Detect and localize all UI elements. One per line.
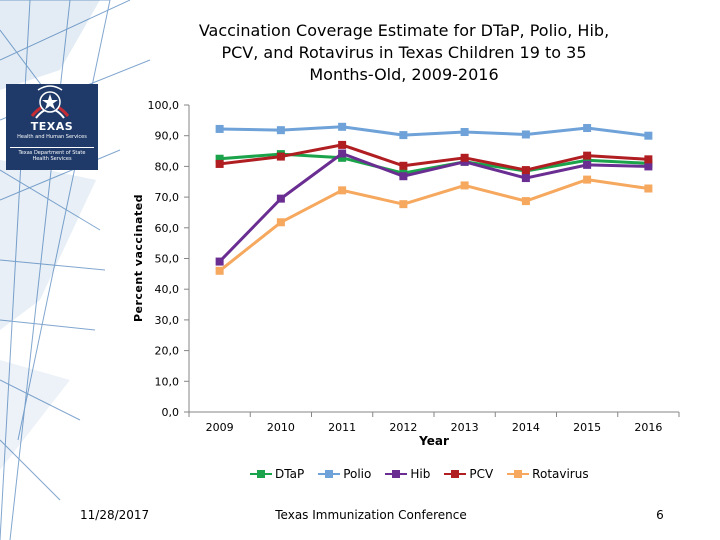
- y-tick-label: 20,0: [154, 344, 179, 358]
- data-point-pcv: [399, 162, 407, 170]
- data-point-rotavirus: [522, 197, 530, 205]
- data-point-hib: [583, 161, 591, 169]
- data-point-pcv: [644, 155, 652, 163]
- series-polio: [216, 123, 653, 140]
- legend-item-hib: [385, 467, 430, 481]
- legend-swatch-rotavirus: [507, 468, 529, 480]
- x-tick-label: 2015: [573, 421, 602, 434]
- data-point-rotavirus: [644, 185, 652, 193]
- data-point-hib: [399, 172, 407, 180]
- data-point-pcv: [277, 153, 285, 161]
- y-tick-label: 40,0: [154, 283, 179, 297]
- data-point-polio: [338, 123, 346, 131]
- x-tick-label: 2011: [328, 421, 357, 434]
- legend-label-polio: Polio: [343, 467, 372, 481]
- data-point-rotavirus: [583, 176, 591, 184]
- data-point-pcv: [216, 160, 224, 168]
- data-point-rotavirus: [277, 218, 285, 226]
- y-axis-label: Percent vaccinated: [132, 193, 145, 323]
- data-point-polio: [522, 130, 530, 138]
- legend-item-dtap: [250, 467, 304, 481]
- legend-item-polio: [318, 467, 371, 481]
- data-point-pcv: [461, 154, 469, 162]
- data-point-pcv: [522, 166, 530, 174]
- x-tick-label: 2016: [634, 421, 663, 434]
- data-point-rotavirus: [461, 181, 469, 189]
- y-tick-label: 0,0: [161, 406, 179, 419]
- page-number: 6: [656, 508, 664, 522]
- chart-title-line-3: Months-Old, 2009-2016: [309, 65, 499, 84]
- y-tick-label: 30,0: [154, 313, 179, 327]
- data-point-rotavirus: [216, 267, 224, 275]
- data-point-polio: [277, 126, 285, 134]
- logo-subtitle: Health and Human Services: [17, 134, 87, 140]
- y-axis: [148, 99, 190, 419]
- legend-label-rotavirus: Rotavirus: [532, 467, 589, 481]
- data-point-polio: [461, 128, 469, 136]
- x-axis-label: Year: [419, 434, 449, 448]
- legend-label-dtap: DTaP: [275, 467, 305, 481]
- legend-item-rotavirus: [507, 467, 588, 481]
- x-tick-label: 2014: [511, 421, 540, 434]
- legend-item-pcv: [444, 467, 493, 481]
- series-group: [216, 123, 653, 275]
- x-tick-label: 2009: [205, 421, 234, 434]
- x-tick-label: 2013: [450, 421, 479, 434]
- x-tick-label: 2012: [389, 421, 418, 434]
- data-point-polio: [583, 124, 591, 132]
- data-point-rotavirus: [338, 186, 346, 194]
- data-point-hib: [522, 174, 530, 182]
- data-point-polio: [216, 125, 224, 133]
- data-point-polio: [399, 131, 407, 139]
- y-tick-label: 10,0: [154, 375, 179, 389]
- chart-title-line-2: PCV, and Rotavirus in Texas Children 19 to 35: [221, 43, 587, 62]
- y-tick-label: 50,0: [154, 252, 179, 266]
- y-tick-label: 70,0: [154, 191, 179, 205]
- data-point-polio: [644, 132, 652, 140]
- data-point-pcv: [338, 141, 346, 149]
- logo-agency-line2: Health Services: [32, 156, 72, 162]
- footer-conference: Texas Immunization Conference: [275, 508, 467, 522]
- y-tick-label: 80,0: [154, 160, 179, 174]
- chart-legend: [250, 466, 603, 482]
- x-axis: [189, 412, 679, 434]
- y-tick-label: 60,0: [154, 221, 179, 235]
- legend-label-pcv: PCV: [469, 467, 494, 481]
- legend-swatch-dtap: [250, 468, 272, 480]
- y-tick-label: 90,0: [154, 129, 179, 143]
- footer-date: 11/28/2017: [80, 508, 150, 522]
- data-point-hib: [216, 258, 224, 266]
- y-tick-label: 100,0: [147, 99, 179, 112]
- legend-swatch-pcv: [444, 468, 466, 480]
- legend-label-hib: Hib: [410, 467, 431, 481]
- legend-swatch-polio: [318, 468, 340, 480]
- data-point-pcv: [583, 152, 591, 160]
- data-point-hib: [277, 195, 285, 203]
- legend-swatch-hib: [385, 468, 407, 480]
- chart-title-line-1: Vaccination Coverage Estimate for DTaP, Polio, Hib,: [198, 21, 610, 40]
- data-point-hib: [338, 150, 346, 158]
- logo-agency-line1: Texas Department of State: [18, 150, 86, 156]
- x-tick-label: 2010: [266, 421, 295, 434]
- data-point-hib: [644, 162, 652, 170]
- series-rotavirus: [216, 176, 653, 275]
- series-line-hib: [220, 154, 649, 262]
- logo-brand-text: TEXAS: [30, 120, 74, 133]
- data-point-rotavirus: [399, 200, 407, 208]
